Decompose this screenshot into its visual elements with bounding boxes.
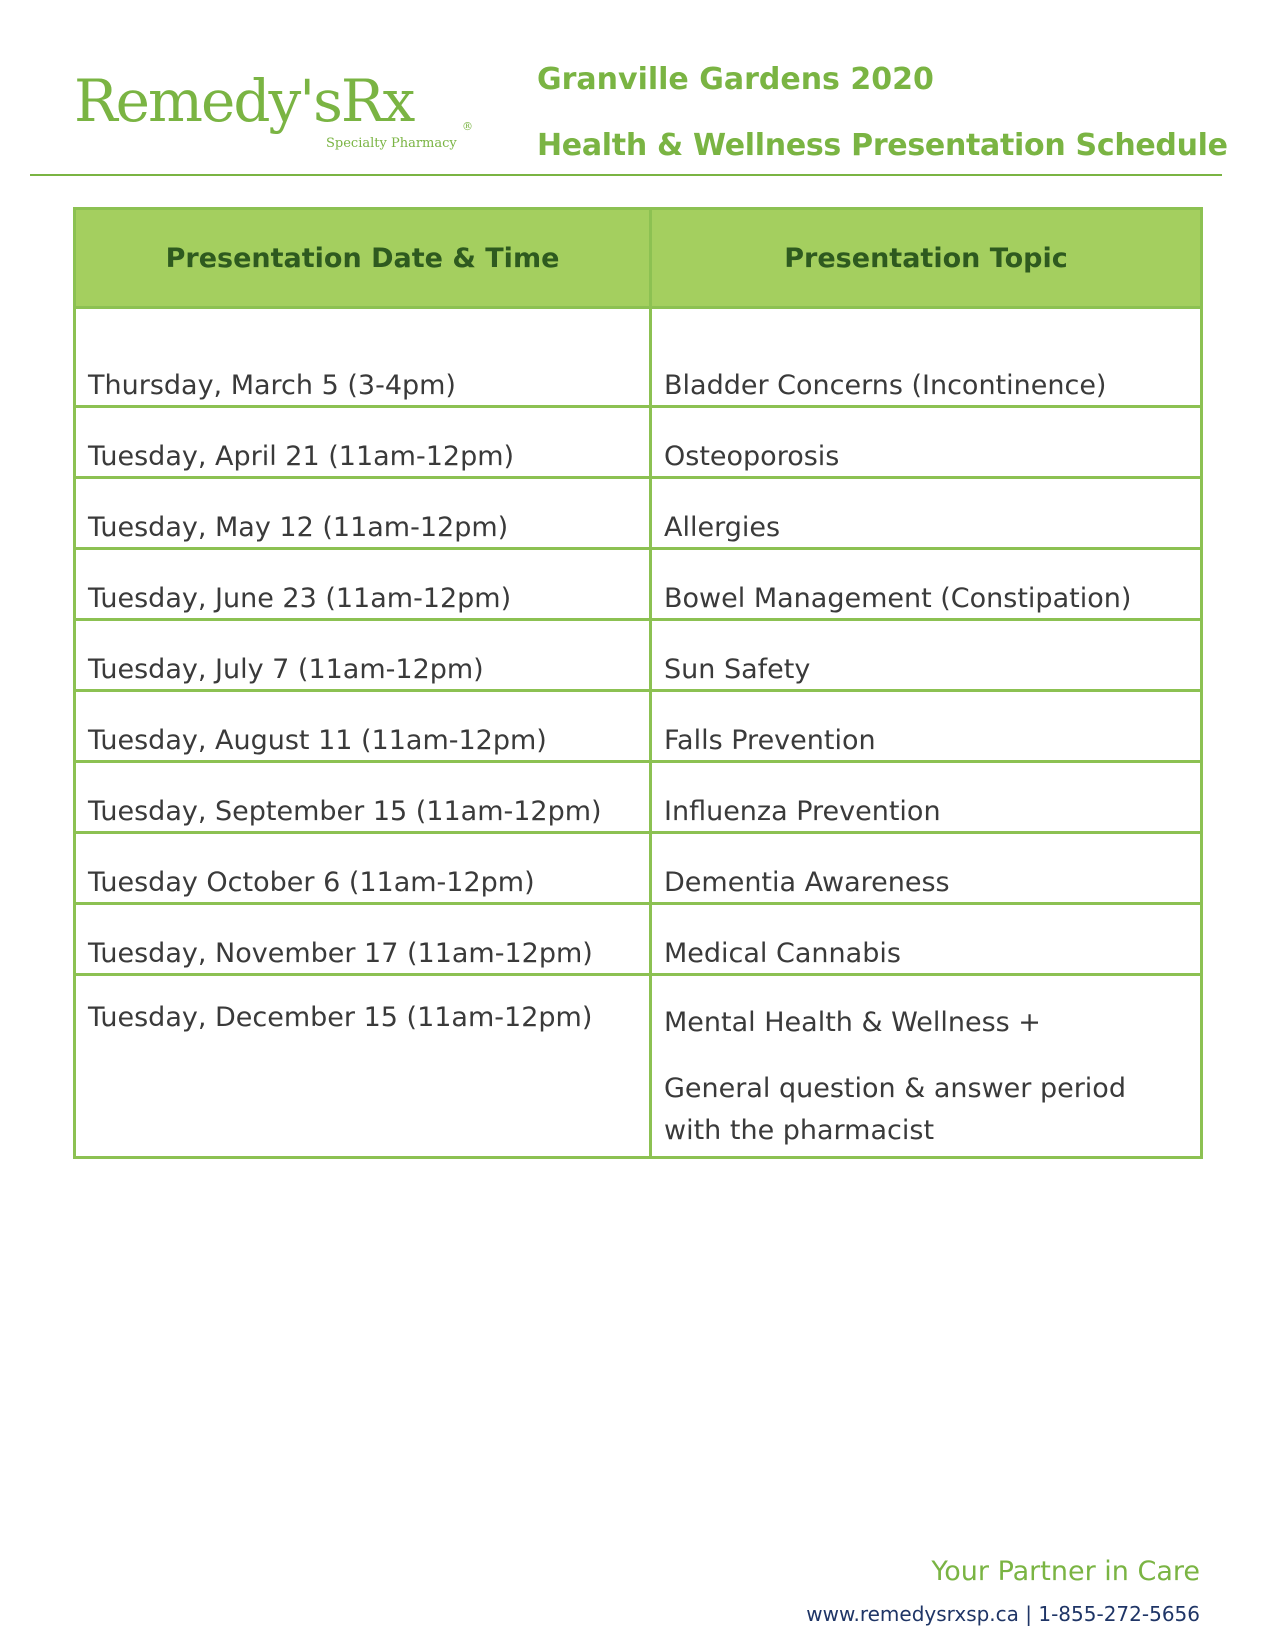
topic-cell: Medical Cannabis <box>651 904 1202 975</box>
topic-cell: Osteoporosis <box>651 407 1202 478</box>
table-row <box>75 691 1202 762</box>
date-cell: Tuesday, April 21 (11am-12pm) <box>75 407 651 478</box>
date-cell: Tuesday, November 17 (11am-12pm) <box>75 904 651 975</box>
topic-extra-text: General question & answer period with the pharmacist <box>664 1073 1126 1146</box>
column-header-topic: Presentation Topic <box>651 209 1202 308</box>
presentation-schedule-table <box>73 207 1203 1159</box>
date-cell: Tuesday, June 23 (11am-12pm) <box>75 549 651 620</box>
date-cell: Tuesday, July 7 (11am-12pm) <box>75 620 651 691</box>
topic-cell: Allergies <box>651 478 1202 549</box>
date-cell: Thursday, March 5 (3-4pm) <box>75 308 651 407</box>
table-row <box>75 549 1202 620</box>
table-row <box>75 833 1202 904</box>
table-row <box>75 478 1202 549</box>
topic-cell <box>651 975 1202 1158</box>
table-header-row <box>75 209 1202 308</box>
table-row <box>75 975 1202 1158</box>
page-title-line-2: Health & Wellness Presentation Schedule <box>537 128 1228 163</box>
topic-main-text: Mental Health & Wellness + <box>664 1007 1041 1038</box>
table-row <box>75 407 1202 478</box>
table-row <box>75 762 1202 833</box>
topic-cell: Influenza Prevention <box>651 762 1202 833</box>
topic-cell: Dementia Awareness <box>651 833 1202 904</box>
header-divider <box>30 174 1222 176</box>
topic-cell: Falls Prevention <box>651 691 1202 762</box>
logo-subtitle: Specialty Pharmacy <box>326 136 457 151</box>
date-cell: Tuesday, May 12 (11am-12pm) <box>75 478 651 549</box>
topic-cell: Sun Safety <box>651 620 1202 691</box>
footer-contact-info: www.remedysrxsp.ca | 1-855-272-5656 <box>806 1602 1200 1626</box>
table-row <box>75 904 1202 975</box>
date-cell: Tuesday October 6 (11am-12pm) <box>75 833 651 904</box>
date-cell: Tuesday, September 15 (11am-12pm) <box>75 762 651 833</box>
date-cell: Tuesday, December 15 (11am-12pm) <box>75 975 651 1158</box>
footer-tagline: Your Partner in Care <box>931 1556 1200 1587</box>
table-row <box>75 620 1202 691</box>
topic-cell: Bowel Management (Constipation) <box>651 549 1202 620</box>
column-header-date: Presentation Date & Time <box>75 209 651 308</box>
date-cell: Tuesday, August 11 (11am-12pm) <box>75 691 651 762</box>
topic-cell: Bladder Concerns (Incontinence) <box>651 308 1202 407</box>
page-title-line-1: Granville Gardens 2020 <box>537 62 934 97</box>
logo-registered-mark: ® <box>462 120 473 133</box>
table-row <box>75 308 1202 407</box>
remedys-rx-logo <box>74 67 474 162</box>
logo-wordmark: Remedy'sRx <box>74 67 414 135</box>
